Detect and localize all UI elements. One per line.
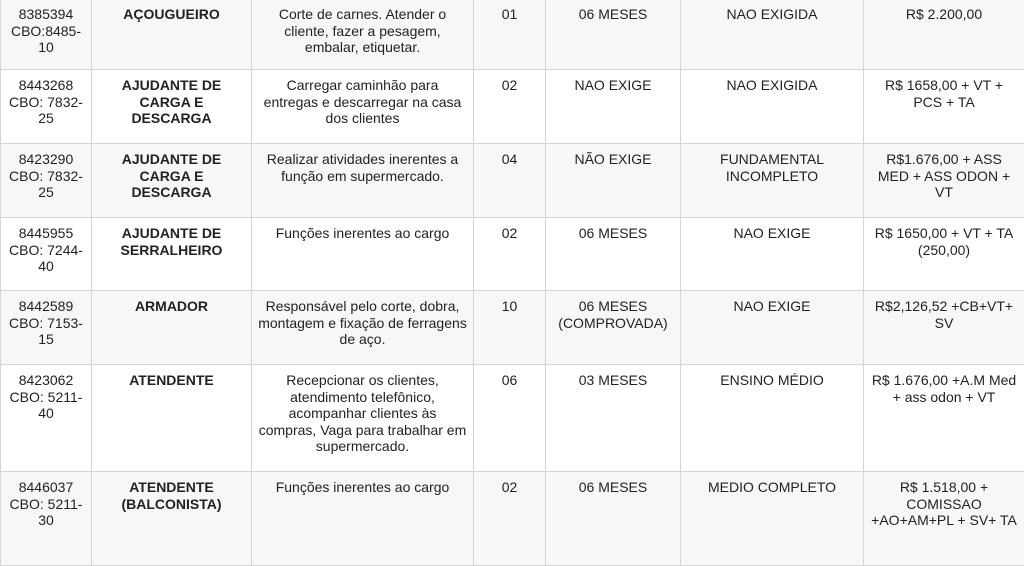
job-title: AJUDANTE DE CARGA E DESCARGA	[92, 144, 252, 218]
job-education: ENSINO MÉDIO	[681, 365, 864, 472]
job-code: 8443268 CBO: 7832-25	[1, 70, 92, 144]
job-activities: Carregar caminhão para entregas e descarregar na casa dos clientes	[252, 70, 474, 144]
job-title: ATENDENTE (BALCONISTA)	[92, 472, 252, 566]
job-activities: Funções inerentes ao cargo	[252, 218, 474, 291]
job-activities: Realizar atividades inerentes a função em supermercado.	[252, 144, 474, 218]
job-code: 8442589 CBO: 7153-15	[1, 291, 92, 365]
job-code: 8445955 CBO: 7244-40	[1, 218, 92, 291]
table-row	[1, 472, 1024, 566]
job-openings: 04	[474, 144, 546, 218]
job-openings: 02	[474, 472, 546, 566]
job-salary: R$1.676,00 + ASS MED + ASS ODON + VT	[864, 144, 1024, 218]
job-salary: R$ 1.676,00 +A.M Med + ass odon + VT	[864, 365, 1024, 472]
job-experience: 06 MESES	[546, 218, 681, 291]
job-openings: 02	[474, 70, 546, 144]
job-experience: 06 MESES	[546, 0, 681, 70]
job-title: ATENDENTE	[92, 365, 252, 472]
job-code: 8385394 CBO:8485-10	[1, 0, 92, 70]
job-experience: 06 MESES	[546, 472, 681, 566]
job-education: NAO EXIGE	[681, 291, 864, 365]
job-openings: 06	[474, 365, 546, 472]
job-education: NAO EXIGIDA	[681, 70, 864, 144]
job-experience: NÃO EXIGE	[546, 144, 681, 218]
job-salary: R$ 2.200,00	[864, 0, 1024, 70]
job-code: 8423062 CBO: 5211-40	[1, 365, 92, 472]
job-openings: 10	[474, 291, 546, 365]
job-education: FUNDAMENTAL INCOMPLETO	[681, 144, 864, 218]
job-education: NAO EXIGE	[681, 218, 864, 291]
job-activities: Corte de carnes. Atender o cliente, fazer a pesagem, embalar, etiquetar.	[252, 0, 474, 70]
job-title: ARMADOR	[92, 291, 252, 365]
job-salary: R$ 1.518,00 + COMISSAO +AO+AM+PL + SV+ TA	[864, 472, 1024, 566]
job-activities: Responsável pelo corte, dobra, montagem e fixação de ferragens de aço.	[252, 291, 474, 365]
job-experience: 06 MESES (COMPROVADA)	[546, 291, 681, 365]
job-openings: 02	[474, 218, 546, 291]
job-openings: 01	[474, 0, 546, 70]
job-salary: R$ 1650,00 + VT + TA (250,00)	[864, 218, 1024, 291]
job-code: 8423290 CBO: 7832-25	[1, 144, 92, 218]
job-experience: NAO EXIGE	[546, 70, 681, 144]
table-row	[1, 0, 1024, 70]
table-row	[1, 70, 1024, 144]
job-title: AÇOUGUEIRO	[92, 0, 252, 70]
job-education: MEDIO COMPLETO	[681, 472, 864, 566]
job-experience: 03 MESES	[546, 365, 681, 472]
table-row	[1, 291, 1024, 365]
table-row	[1, 218, 1024, 291]
table-row	[1, 144, 1024, 218]
job-title: AJUDANTE DE CARGA E DESCARGA	[92, 70, 252, 144]
job-activities: Funções inerentes ao cargo	[252, 472, 474, 566]
job-salary: R$ 1658,00 + VT + PCS + TA	[864, 70, 1024, 144]
job-salary: R$2,126,52 +CB+VT+ SV	[864, 291, 1024, 365]
job-title: AJUDANTE DE SERRALHEIRO	[92, 218, 252, 291]
job-activities: Recepcionar os clientes, atendimento telefônico, acompanhar clientes às compras, Vaga para trabalhar em supermercado.	[252, 365, 474, 472]
job-education: NAO EXIGIDA	[681, 0, 864, 70]
table-row	[1, 365, 1024, 472]
job-code: 8446037 CBO: 5211-30	[1, 472, 92, 566]
